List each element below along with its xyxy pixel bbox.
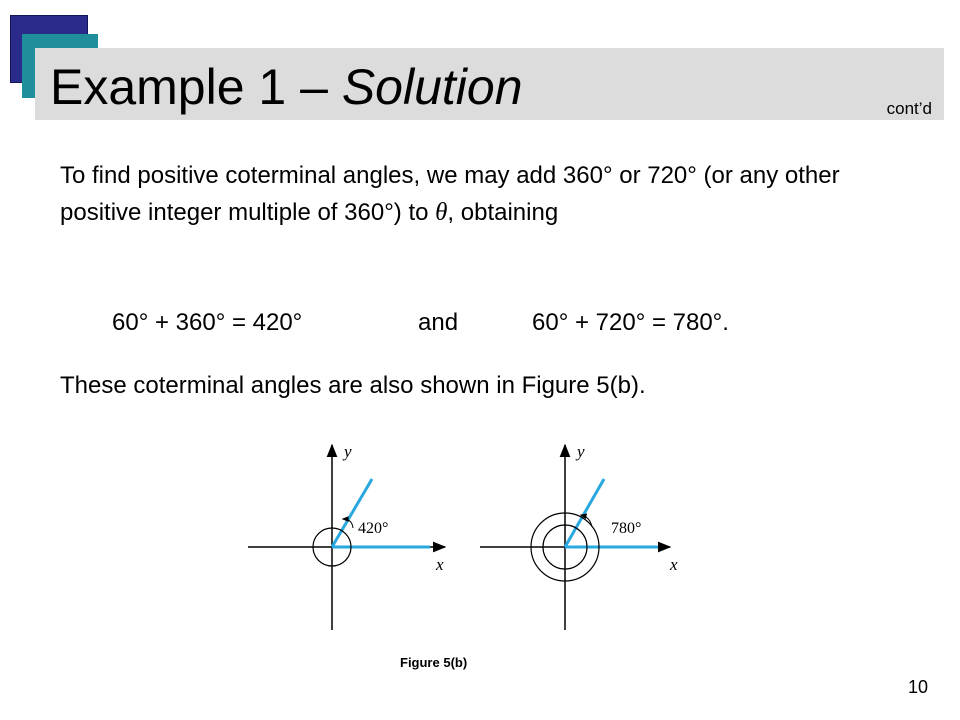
x-label-right: x (670, 555, 678, 574)
equation-and: and (418, 309, 459, 336)
figure-caption: Figure 5(b) (400, 655, 468, 670)
paragraph-text: To find positive coterminal angles, we may add 360° or 720° (or any other positive integer multiple of 360°) to (60, 162, 840, 226)
continued-label: cont’d (886, 99, 932, 118)
slide-title (50, 56, 523, 118)
paragraph-tail: , obtaining (447, 199, 559, 226)
x-label-left: x (436, 555, 444, 574)
diagram-780 (480, 442, 678, 630)
angle-label-right: 780° (611, 520, 642, 537)
figure-5b (240, 435, 700, 635)
diagram-420 (248, 442, 445, 630)
equation-left: 60° + 360° = 420° (112, 309, 303, 336)
y-label-right: y (577, 442, 585, 461)
paragraph-coterminal (60, 157, 880, 231)
y-label-left: y (344, 442, 352, 461)
title-main: Example 1 – (50, 59, 342, 115)
title-italic: Solution (341, 59, 523, 115)
paragraph-figure-reference: These coterminal angles are also shown in Figure 5(b). (60, 372, 646, 399)
equation-right: 60° + 720° = 780°. (532, 309, 729, 336)
angle-label-left: 420° (358, 520, 389, 537)
page-number: 10 (907, 677, 928, 697)
theta-symbol: θ (435, 199, 448, 226)
